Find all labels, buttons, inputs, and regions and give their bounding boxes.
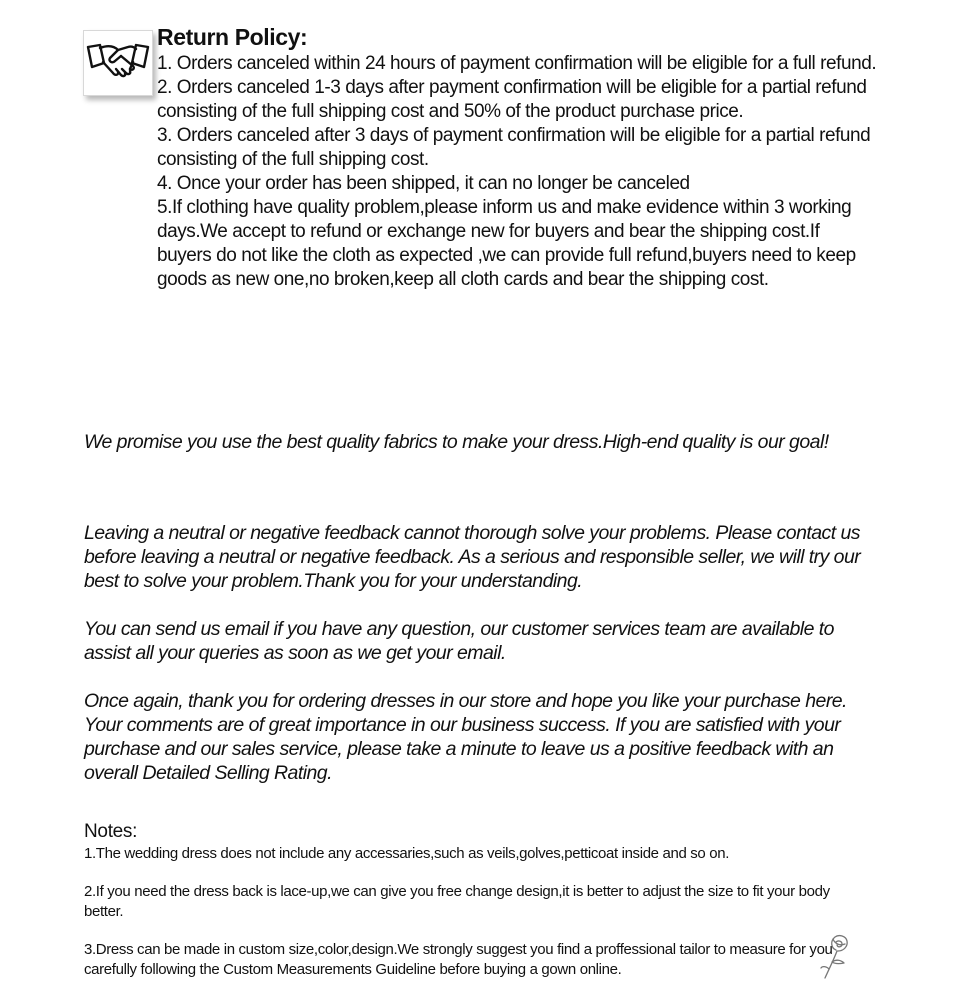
- rose-icon: [820, 932, 856, 980]
- handshake-icon: [86, 39, 150, 89]
- note-item: 1.The wedding dress does not include any accessaries,such as veils,golves,petticoat inside and so on.: [84, 845, 730, 862]
- feedback-request-text: Leaving a neutral or negative feedback cannot thorough solve your problems. Please contact us before leaving a neutral or negative feedback. As a serious and responsible seller, we will try our best to solve your problem.Thank you for your understanding.: [84, 522, 861, 592]
- quality-promise-text: We promise you use the best quality fabrics to make your dress.High-end quality is our goal!: [84, 431, 829, 453]
- return-policy-item: 3. Orders canceled after 3 days of payment confirmation will be eligible for a partial refund consisting of the full shipping cost.: [157, 125, 871, 170]
- return-policy-title: Return Policy:: [157, 24, 308, 50]
- return-policy-item: 4. Once your order has been shipped, it can no longer be canceled: [157, 173, 690, 194]
- email-contact-text: You can send us email if you have any question, our customer services team are available to assist all your queries as soon as we get your email.: [84, 618, 834, 664]
- return-policy-item: 1. Orders canceled within 24 hours of payment confirmation will be eligible for a full refund.: [157, 53, 877, 74]
- return-policy-item: 2. Orders canceled 1-3 days after payment confirmation will be eligible for a partial refund consisting of the full shipping cost and 50% of the product purchase price.: [157, 77, 867, 122]
- note-item: 2.If you need the dress back is lace-up,we can give you free change design,it is better to adjust the size to fit your body better.: [84, 883, 830, 920]
- note-item: 3.Dress can be made in custom size,color,design.We strongly suggest you find a proffessional tailor to measure for you carefully following the Custom Measurements Guideline before buying a gown online.: [84, 941, 833, 978]
- notes-title: Notes:: [84, 821, 138, 842]
- return-policy-item: 5.If clothing have quality problem,please inform us and make evidence within 3 working days.We accept to refund or exchange new for buyers and bear the shipping cost.If buyers do not like the cloth as expected ,we can provide full refund,buyers need to keep goods as new one,no broken,keep all cloth cards and bear the shipping cost.: [157, 197, 856, 290]
- return-policy-section: [157, 22, 877, 292]
- thank-you-text: Once again, thank you for ordering dresses in our store and hope you like your purchase here. Your comments are of great importance in our business success. If you are satisfied with your purchase and our sales service, please take a minute to leave us a positive feedback with an overall Detailed Selling Rating.: [84, 690, 847, 784]
- handshake-icon-box: [83, 30, 153, 96]
